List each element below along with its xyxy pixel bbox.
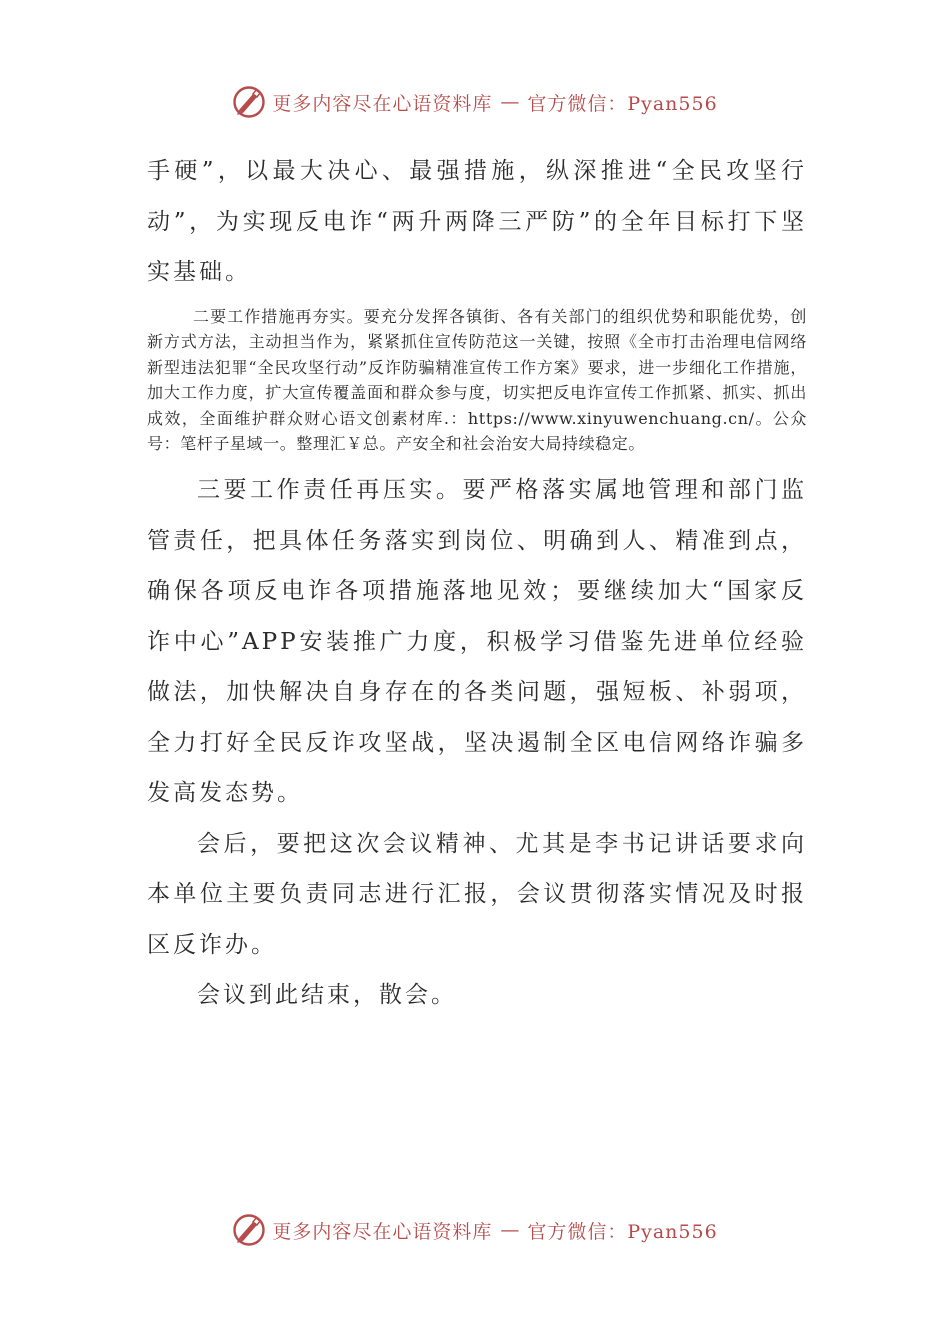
footer-banner <box>0 1210 950 1250</box>
document-body <box>147 146 807 1021</box>
footer-banner-account: 官方微信：Pyan556 <box>527 1220 718 1243</box>
footer-banner-text: 更多内容尽在心语资料库 <box>272 1220 493 1243</box>
paragraph-after-meeting: 会后，要把这次会议精神、尤其是李书记讲话要求向本单位主要负责同志进行汇报，会议贯彻落实情况及时报区反诈办。 <box>147 830 807 958</box>
header-banner-separator: — <box>500 91 520 113</box>
pen-logo-icon <box>232 1213 266 1247</box>
footer-banner-separator: — <box>500 1219 520 1241</box>
paragraph-continuation: 手硬”，以最大决心、最强措施，纵深推进“全民攻坚行动”，为实现反电诈“两升两降三严防”的全年目标打下坚实基础。 <box>147 158 807 285</box>
footer-banner-inner <box>232 1213 717 1247</box>
header-banner-inner <box>232 85 717 119</box>
header-banner-text: 更多内容尽在心语资料库 <box>272 92 493 115</box>
paragraph-measures: 二要工作措施再夯实。要充分发挥各镇街、各有关部门的组织优势和职能优势，创新方式方法，主动担当作为，紧紧抓住宣传防范这一关键，按照《全市打击治理电信网络新型违法犯罪“全民攻坚行动”反诈防骗精准宣传工作方案》要求，进一步细化工作措施，加大工作力度，扩大宣传覆盖面和群众参与度，切实把反电诈宣传工作抓紧、抓实、抓出成效，全面维护群众财心语文创素材库.：https://www.xinyuwenchuang.cn/。公众号：笔杆子星域一。整理汇￥总。产安全和社会治安大局持续稳定。 <box>147 306 807 454</box>
paragraph-responsibility: 三要工作责任再压实。要严格落实属地管理和部门监管责任，把具体任务落实到岗位、明确到人、精准到点，确保各项反电诈各项措施落地见效；要继续加大“国家反诈中心”APP安装推广力度，积极学习借鉴先进单位经验做法，加快解决自身存在的各类问题，强短板、补弱项，全力打好全民反诈攻坚战，坚决遏制全区电信网络诈骗多发高发态势。 <box>147 477 807 807</box>
header-banner-account: 官方微信：Pyan556 <box>527 92 718 115</box>
pen-logo-icon <box>232 85 266 119</box>
header-banner <box>0 82 950 122</box>
paragraph-closing: 会议到此结束，散会。 <box>197 982 457 1009</box>
